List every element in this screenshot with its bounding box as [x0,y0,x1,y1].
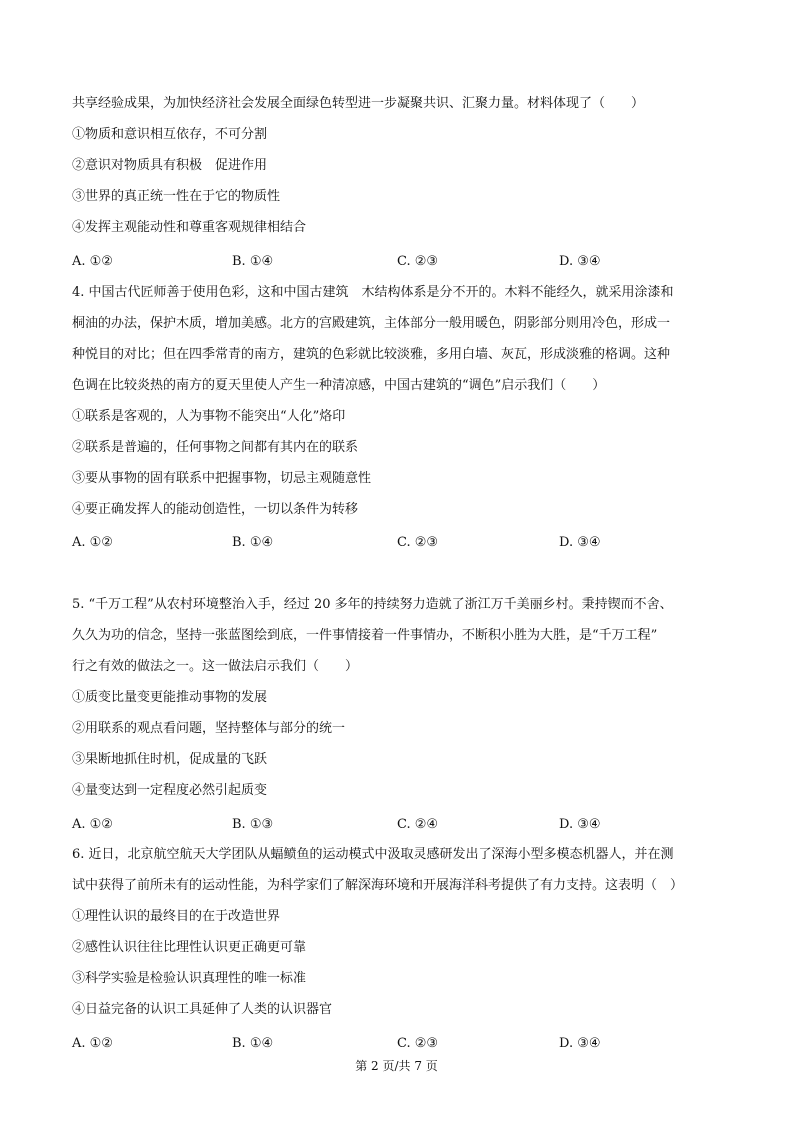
q6-stem-line-2: 试中获得了前所未有的运动性能，为科学家们了解深海环境和开展海洋科考提供了有力支持。这表明（ ） [72,878,684,893]
q3-option-d[interactable]: D. ③④ [559,254,601,269]
q3-statement-3: ③世界的真正统一性在于它的物质性 [72,189,281,204]
q4-option-c[interactable]: C. ②③ [397,535,439,550]
q4-option-a[interactable]: A. ①② [72,535,113,550]
q4-statement-2: ②联系是普遍的，任何事物之间都有其内在的联系 [72,440,359,455]
q6-statement-2: ②感性认识往往比理性认识更正确更可靠 [72,940,307,955]
q3-option-a[interactable]: A. ①② [72,254,113,269]
q5-stem-line-3: 行之有效的做法之一。这一做法启示我们（ ） [72,659,359,674]
q5-option-c[interactable]: C. ②④ [397,817,439,832]
q6-option-d[interactable]: D. ③④ [559,1036,601,1051]
q5-statement-2: ②用联系的观点看问题，坚持整体与部分的统一 [72,721,346,736]
q3-option-b[interactable]: B. ①④ [232,254,274,269]
q4-option-b[interactable]: B. ①④ [232,535,274,550]
q4-options [72,534,732,552]
q5-stem-line-1: 5. “千万工程”从农村环境整治入手，经过 20 多年的持续努力造就了浙江万千美丽乡村。秉持锲而不舍、 [72,597,673,612]
q5-statement-4: ④量变达到一定程度必然引起质变 [72,783,268,798]
q4-statement-3: ③要从事物的固有联系中把握事物，切忌主观随意性 [72,471,372,486]
q5-option-d[interactable]: D. ③④ [559,817,601,832]
q6-option-c[interactable]: C. ②③ [397,1036,439,1051]
q5-options [72,816,732,834]
q6-option-b[interactable]: B. ①④ [232,1036,274,1051]
q4-option-d[interactable]: D. ③④ [559,535,601,550]
q5-statement-3: ③果断地抓住时机，促成量的飞跃 [72,752,268,767]
q3-statement-2: ②意识对物质具有积极 促进作用 [72,158,268,173]
q3-statement-4: ④发挥主观能动性和尊重客观规律相结合 [72,220,307,235]
q5-option-b[interactable]: B. ①③ [232,817,274,832]
q4-stem-line-3: 种悦目的对比；但在四季常青的南方，建筑的色彩就比较淡雅，多用白墙、灰瓦，形成淡雅的格调。这种 [72,347,671,362]
q6-stem-line-1: 6. 近日，北京航空航天大学团队从蝠鲼鱼的运动模式中汲取灵感研发出了深海小型多模态机器人，并在测 [72,847,674,862]
q4-statement-1: ①联系是客观的，人为事物不能突出“人化”烙印 [72,409,346,424]
q4-stem-line-4: 色调在比较炎热的南方的夏天里使人产生一种清凉感，中国古建筑的“调色”启示我们（ ） [72,378,606,393]
q4-stem-line-2: 桐油的办法，保护木质，增加美感。北方的宫殿建筑，主体部分一般用暖色，阴影部分则用冷色，形成一 [72,316,671,331]
page-number-footer: 第 2 页/共 7 页 [355,1059,438,1073]
q5-statement-1: ①质变比量变更能推动事物的发展 [72,690,268,705]
q6-statement-4: ④日益完备的认识工具延伸了人类的认识器官 [72,1002,333,1017]
q6-options [72,1035,732,1053]
q5-option-a[interactable]: A. ①② [72,817,113,832]
q3-statement-1: ①物质和意识相互依存，不可分割 [72,127,268,142]
q6-option-a[interactable]: A. ①② [72,1036,113,1051]
q5-stem-line-2: 久久为功的信念，坚持一张蓝图绘到底，一件事情接着一件事情办，不断积小胜为大胜，是“千万工程” [72,628,658,643]
q3-option-c[interactable]: C. ②③ [397,254,439,269]
q4-statement-4: ④要正确发挥人的能动创造性，一切以条件为转移 [72,502,359,517]
q3-options [72,253,732,271]
q4-stem-line-1: 4. 中国古代匠师善于使用色彩，这和中国古建筑 木结构体系是分不开的。木料不能经久，就采用涂漆和 [72,285,674,300]
question-3-stem-line: 共享经验成果，为加快经济社会发展全面绿色转型进一步凝聚共识、汇聚力量。材料体现了（ ） [72,96,645,111]
q6-statement-3: ③科学实验是检验认识真理性的唯一标准 [72,971,307,986]
q6-statement-1: ①理性认识的最终目的在于改造世界 [72,909,281,924]
